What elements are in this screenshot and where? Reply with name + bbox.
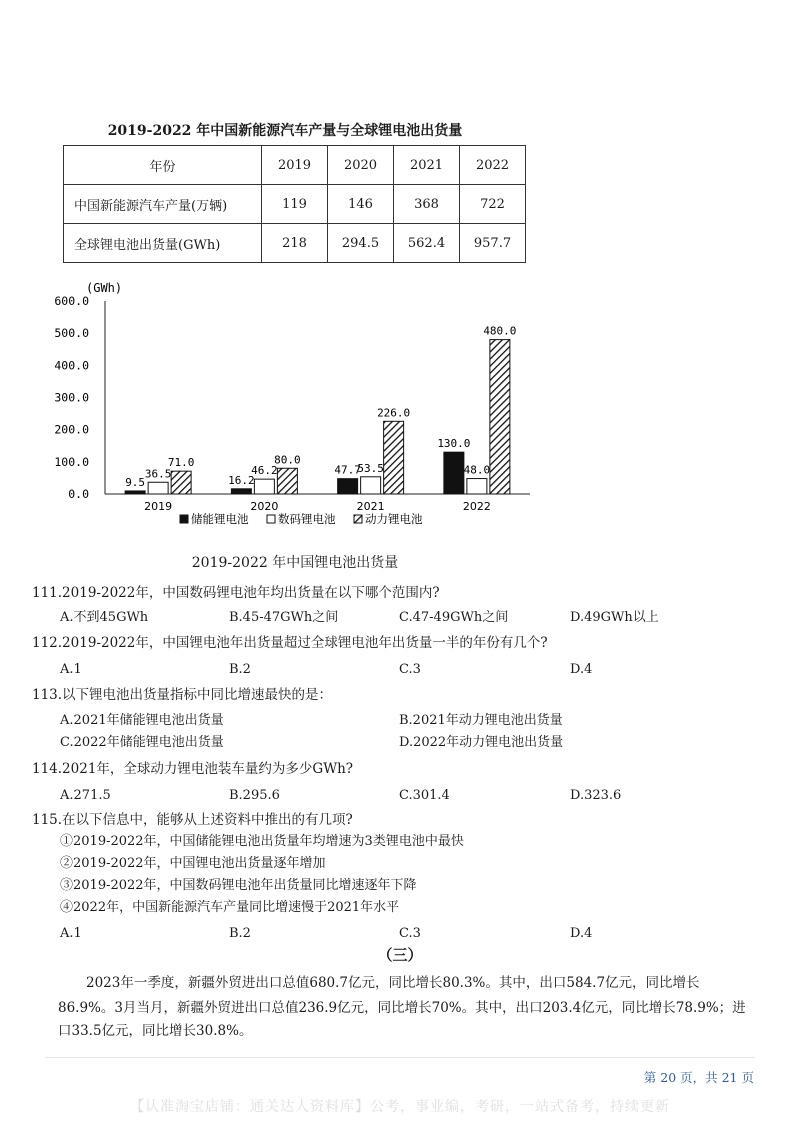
bar-value-label: 9.5 <box>125 475 146 489</box>
page-number: 第 20 页，共 21 页 <box>643 1070 754 1085</box>
passage-line: 口33.5亿元，同比增长30.8%。 <box>58 1023 253 1039</box>
x-tick-label: 2020 <box>250 500 279 513</box>
bar <box>384 421 404 494</box>
passage-line: 86.9%。3月当月，新疆外贸进出口总值236.9亿元，同比增长70%。其中，出口203.4亿元，同比增长78.9%；进 <box>58 1000 746 1016</box>
option-112-b: B.2 <box>229 662 251 677</box>
bar-value-label: 80.0 <box>274 453 301 467</box>
bar <box>125 491 145 494</box>
legend-swatch <box>180 515 188 523</box>
table-title: 2019-2022 年中国新能源汽车产量与全球锂电池出货量 <box>107 123 463 139</box>
legend-label: 动力锂电池 <box>365 512 423 526</box>
bar <box>444 452 464 494</box>
legend-swatch <box>354 515 362 523</box>
statement-4: ④2022年，中国新能源汽车产量同比增速慢于2021年水平 <box>60 900 400 915</box>
legend-swatch <box>267 515 275 523</box>
legend-label: 储能锂电池 <box>191 512 249 526</box>
watermark: 【认准淘宝店铺：通关达人资料库】公考，事业编，考研，一站式备考，持续更新 <box>130 1099 670 1115</box>
option-111-a: A.不到45GWh <box>60 610 149 625</box>
option-115-a: A.1 <box>60 926 82 941</box>
y-tick-label: 500.0 <box>54 326 89 341</box>
question-115: 115.在以下信息中，能够从上述资料中推出的有几项? <box>32 812 353 828</box>
statement-3: ③2019-2022年，中国数码锂电池年出货量同比增速逐年下降 <box>60 878 417 893</box>
option-114-b: B.295.6 <box>229 788 280 803</box>
option-115-b: B.2 <box>229 926 251 941</box>
question-111: 111.2019-2022年，中国数码锂电池年均出货量在以下哪个范围内? <box>32 585 440 601</box>
option-114-a: A.271.5 <box>60 788 111 803</box>
option-111-c: C.47-49GWh之间 <box>399 610 509 625</box>
bar-value-label: 480.0 <box>483 324 517 338</box>
statement-1: ①2019-2022年，中国储能锂电池出货量年均增速为3类锂电池中最快 <box>60 834 464 849</box>
table-cell: 294.5 <box>328 224 394 263</box>
table-header-cell: 年份 <box>64 146 262 185</box>
bar <box>361 477 381 494</box>
option-115-c: C.3 <box>399 926 421 941</box>
bar-value-label: 36.5 <box>144 467 172 481</box>
table-cell: 中国新能源汽车产量(万辆) <box>64 185 262 224</box>
table-cell: 368 <box>394 185 460 224</box>
bar-value-label: 16.2 <box>228 473 255 487</box>
bar <box>148 482 168 494</box>
y-tick-label: 100.0 <box>54 454 89 469</box>
table-header-cell: 2022 <box>460 146 526 185</box>
table-cell: 全球锂电池出货量(GWh) <box>64 224 262 263</box>
y-tick-label: 0.0 <box>68 487 89 501</box>
section-title: （三） <box>377 946 423 964</box>
bar <box>338 479 358 494</box>
table-cell: 722 <box>460 185 526 224</box>
legend-label: 数码锂电池 <box>278 512 336 526</box>
bar-value-label: 53.5 <box>357 461 384 475</box>
bar-value-label: 46.2 <box>251 464 278 478</box>
y-tick-label: 200.0 <box>54 422 89 437</box>
data-table <box>63 145 526 263</box>
option-114-d: D.323.6 <box>570 788 622 803</box>
table-row <box>64 224 526 263</box>
bar-value-label: 71.0 <box>167 456 195 470</box>
table-row <box>64 185 526 224</box>
table-cell: 957.7 <box>460 224 526 263</box>
y-tick-label: 400.0 <box>54 358 89 373</box>
table-header-cell: 2019 <box>262 146 328 185</box>
question-112: 112.2019-2022年，中国锂电池年出货量超过全球锂电池年出货量一半的年份有几个? <box>32 635 548 651</box>
option-115-d: D.4 <box>570 926 593 941</box>
x-tick-label: 2019 <box>144 500 173 513</box>
option-111-b: B.45-47GWh之间 <box>229 610 339 625</box>
option-113-d: D.2022年动力锂电池出货量 <box>399 735 564 750</box>
x-tick-label: 2022 <box>462 500 491 513</box>
chart-title: 2019-2022 年中国锂电池出货量 <box>191 555 399 571</box>
option-112-a: A.1 <box>60 662 82 677</box>
x-tick-label: 2021 <box>356 500 385 513</box>
table-header-row <box>64 146 526 185</box>
bar <box>277 468 297 494</box>
bar-value-label: 130.0 <box>437 437 471 451</box>
bar-value-label: 226.0 <box>377 406 411 420</box>
table-cell: 562.4 <box>394 224 460 263</box>
option-111-d: D.49GWh以上 <box>570 610 659 625</box>
footer-divider <box>45 1057 755 1058</box>
bar <box>171 471 191 494</box>
y-tick-label: 600.0 <box>54 294 89 308</box>
bar-value-label: 48.0 <box>463 463 491 477</box>
bar-value-label: 47.7 <box>334 463 361 477</box>
y-axis-unit: (GWh) <box>86 281 123 295</box>
option-113-c: C.2022年储能锂电池出货量 <box>60 735 224 750</box>
bar <box>254 479 274 494</box>
y-tick-label: 300.0 <box>54 390 89 405</box>
option-112-c: C.3 <box>399 662 421 677</box>
option-112-d: D.4 <box>570 662 593 677</box>
question-113: 113.以下锂电池出货量指标中同比增速最快的是： <box>32 687 333 703</box>
question-114: 114.2021年，全球动力锂电池装车量约为多少GWh? <box>32 761 354 777</box>
bar-chart <box>50 275 550 540</box>
option-114-c: C.301.4 <box>399 788 450 803</box>
table-cell: 218 <box>262 224 328 263</box>
table-cell: 146 <box>328 185 394 224</box>
table-header-cell: 2020 <box>328 146 394 185</box>
bar <box>231 489 251 494</box>
option-113-a: A.2021年储能锂电池出货量 <box>60 713 224 728</box>
table-header-cell: 2021 <box>394 146 460 185</box>
bar <box>467 479 487 494</box>
option-113-b: B.2021年动力锂电池出货量 <box>399 713 563 728</box>
bar <box>490 340 510 494</box>
passage-line: 2023年一季度，新疆外贸进出口总值680.7亿元，同比增长80.3%。其中，出口584.7亿元，同比增长 <box>86 975 700 991</box>
table-cell: 119 <box>262 185 328 224</box>
statement-2: ②2019-2022年，中国锂电池出货量逐年增加 <box>60 856 326 871</box>
